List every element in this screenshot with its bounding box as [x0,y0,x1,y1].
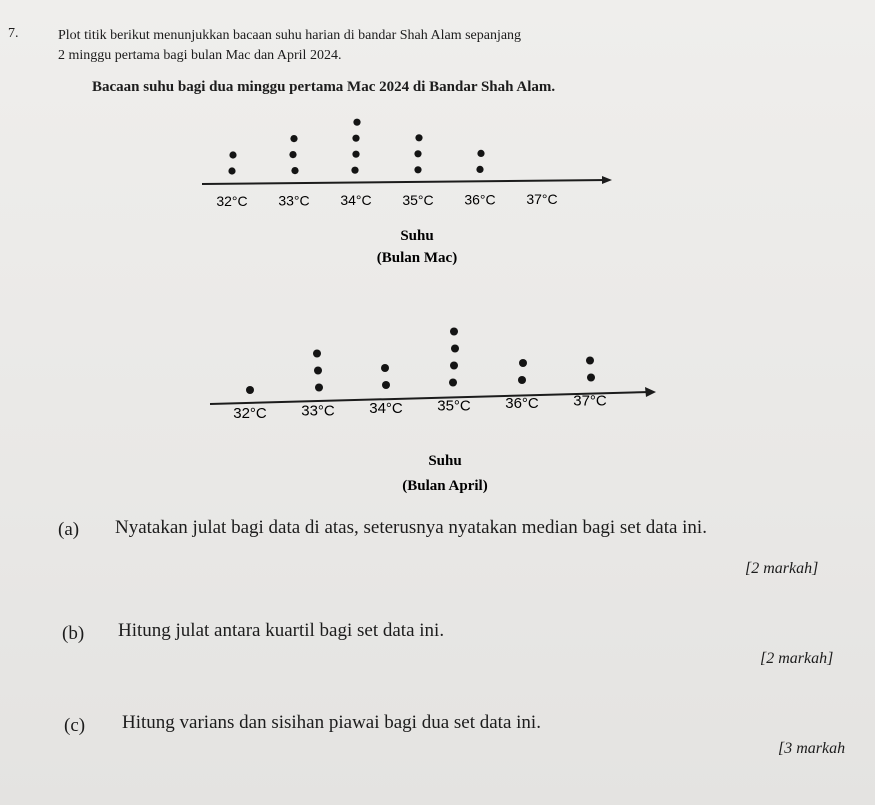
dot [451,345,459,353]
dot [246,386,254,394]
part-a-marks: [2 markah] [745,560,819,577]
dot [586,357,594,365]
intro-line-1: Plot titik berikut menunjukkan bacaan suhu harian di bandar Shah Alam sepanjang [58,28,522,43]
tick-label: 36°C [505,395,539,412]
question-number: 7. [8,26,19,41]
dot [449,379,457,387]
dot-plot-april-tick-labels [233,393,607,423]
dot [381,364,389,372]
dot [314,367,322,375]
dot [415,134,422,141]
dot-plot-april [200,310,670,500]
dot-plot-mac-xlabel: Suhu [400,228,434,244]
dot [352,151,359,158]
tick-label: 33°C [301,402,335,420]
dot [291,167,298,174]
part-c-label: (c) [64,715,86,736]
dot [228,167,235,174]
tick-label: 34°C [369,400,403,417]
dot-plot-mac-dots [228,119,484,175]
dot-plot-mac-axis [202,180,608,184]
part-b-text: Hitung julat antara kuartil bagi set data ini. [118,620,445,641]
chart-heading: Bacaan suhu bagi dua minggu pertama Mac 2024 di Bandar Shah Alam. [92,79,556,95]
dot [450,362,458,370]
dot [477,150,484,157]
part-b-marks: [2 markah] [760,650,834,667]
dot [382,381,390,389]
part-c-marks: [3 markah [778,740,846,757]
tick-label: 37°C [573,392,607,410]
dot-plot-april-subtitle: (Bulan April) [402,478,488,494]
dot-plot-april-xlabel: Suhu [428,453,462,469]
question-intro [58,26,738,66]
tick-label: 37°C [526,191,558,207]
dot [518,376,526,384]
dot [315,384,323,392]
tick-label: 34°C [340,192,372,209]
dot-plot-mac-tick-labels [216,191,557,209]
tick-label: 32°C [233,405,267,422]
dot-plot-mac [190,100,630,270]
dot [351,167,358,174]
part-b-label: (b) [62,623,85,644]
dot [414,166,421,173]
tick-label: 35°C [437,397,471,415]
dot-plot-april-dots [246,328,595,395]
dot [450,328,458,336]
dot-plot-april-arrowhead [645,387,656,397]
dot-plot-mac-arrowhead [602,176,612,184]
part-a-label: (a) [58,519,80,540]
tick-label: 33°C [278,192,310,209]
dot [353,119,360,126]
dot [476,166,483,173]
dot [352,135,359,142]
tick-label: 35°C [402,191,434,208]
dot [587,374,595,382]
dot [289,151,296,158]
dot [290,135,297,142]
tick-label: 32°C [216,193,248,209]
part-a-text: Nyatakan julat bagi data di atas, seterusnya nyatakan median bagi set data ini. [115,517,707,538]
dot [519,359,527,367]
dot [414,150,421,157]
tick-label: 36°C [464,191,496,208]
dot [229,151,236,158]
dot-plot-mac-subtitle: (Bulan Mac) [376,250,458,266]
intro-line-2: 2 minggu pertama bagi bulan Mac dan April 2024. [58,48,342,63]
part-c-text: Hitung varians dan sisihan piawai bagi dua set data ini. [122,712,541,733]
dot [313,350,321,358]
